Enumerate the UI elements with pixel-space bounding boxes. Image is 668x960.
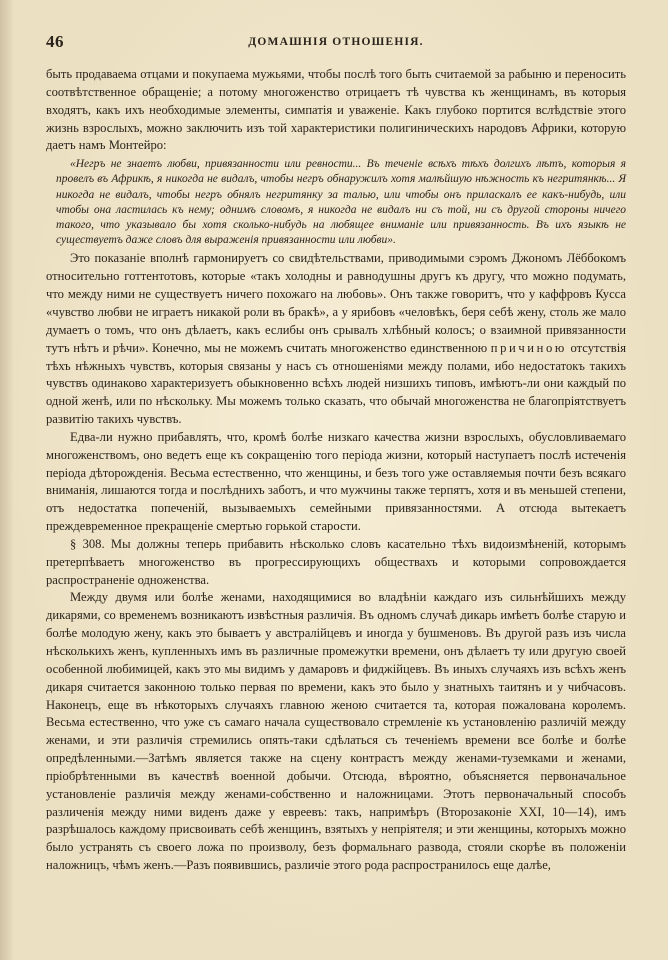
- page-header: [46, 32, 626, 54]
- paragraph-1: быть продаваема отцами и покупаема мужьями, чтобы послѣ того быть считаемой за рабыню и переносить соотвѣтственное обращеніе; а потому многоженство отрицаетъ тѣ чувства къ женщинамъ, въ которыя входятъ, какъ ихъ необходимые элементы, симпатія и уваженіе. Какъ глубоко портится вслѣдствіе этого жизнь взрослыхъ, можно заключить изъ той характеристики полигиническихъ народовъ Африки, которую даетъ намъ Монтейро:: [46, 67, 626, 153]
- emphasized-word: причиною: [490, 340, 567, 355]
- block-quote: [46, 157, 626, 248]
- paragraph-5: Между двумя или болѣе женами, находящимися во владѣніи каждаго изъ сильнѣйшихъ между дикарями, со временемъ возникаютъ извѣстныя различія. Въ одномъ случаѣ дикарь имѣетъ болѣе старую и болѣе молодую жену, какъ это бываетъ у австралійцевъ и иногда у бушменовъ. Въ другой разъ изъ числа нѣсколькихъ женъ, купленныхъ имъ въ различные промежутки времени, онъ дѣлаетъ ту или другую своей особенной любимицей, какъ это мы видимъ у дамаровъ и фиджійцевъ. Въ иныхъ случаяхъ изъ всѣхъ женъ дикаря считается законною только первая по времени, какъ это было у знатныхъ таитянъ и у чибчасовъ. Наконецъ, еще въ нѣкоторыхъ случаяхъ главною женою считается та, которая пожалована королемъ. Весьма естественно, что уже съ самаго начала существовало стремленіе къ установленію различій между женами, и эти различія стремились опять-таки сдѣлаться съ теченіемъ времени все болѣе и болѣе опредѣленными.—Затѣмъ является также на сцену контрастъ между женами-туземками и женами, пріобрѣтенными въ качествѣ военной добычи. Отсюда, вѣроятно, объясняется первоначальное установленіе различія между женами-собственно и наложницами. Этотъ первоначальный способъ различенія между ними виденъ даже у евреевъ: такъ, напримѣръ (Второзаконіе XXI, 10—14), имъ разрѣшалось каждому присвоивать себѣ женщинъ, взятыхъ у непріятеля; и эти женщины, которыхъ можно было устранять съ своего ложа по произволу, безъ формальнаго развода, стояли скорѣе въ положеніи наложницъ, чѣмъ женъ.—Разъ появившись, различіе этого рода распространилось еще далѣе,: [46, 590, 626, 873]
- running-title: ДОМАШНІЯ ОТНОШЕНІЯ.: [248, 36, 424, 48]
- paragraph-2: [46, 250, 626, 428]
- page-gutter-shadow: [0, 0, 14, 960]
- body-text: [46, 66, 626, 875]
- paragraph-3: Едва-ли нужно прибавлять, что, кромѣ болѣе низкаго качества жизни взрослыхъ, обусловливаемаго многоженствомъ, оно ведетъ еще къ сокращенію того періода жизни, который наступаетъ послѣ истеченія періода дѣторожденія. Весьма естественно, что женщины, и безъ того уже оставляемыя почти безъ всякаго вниманія, лишаются тогда и послѣднихъ заботъ, и что мужчины также терпятъ, хотя и въ меньшей степени, отъ недостатка попеченій, вызываемыхъ семейными привязанностями. А отсюда вытекаетъ преждевременное прекращеніе смертью горькой старости.: [46, 429, 626, 534]
- paragraph-2-part-1: Это показаніе вполнѣ гармонируетъ со свидѣтельствами, приводимыми сэромъ Джономъ Лёббокомъ относительно готтентотовъ, которые «такъ холодны и равнодушны другъ къ другу, что можно подумать, что между ними не существуетъ ничего похожаго на любовь». Онъ также говоритъ, что у каффровъ Кусса «чувство любви не играетъ никакой роли въ бракѣ», а у ярибовъ «человѣкъ, беря себѣ жену, столь же мало думаетъ о томъ, что онъ дѣлаетъ, какъ еслибы онъ срывалъ хлѣбный колосъ; о взаимной привязанности тутъ нѣтъ и рѣчи». Конечно, мы не можемъ считать многоженство единственною: [46, 251, 626, 355]
- quote-text: «Негръ не знаетъ любви, привязанности или ревности... Въ теченіе всѣхъ тѣхъ долгихъ лѣтъ, которыя я провелъ въ Африкѣ, я никогда не видалъ, чтобы негръ обнаружилъ хотя малѣйшую нѣжность къ негритянкѣ... Я никогда не видалъ, чтобы негръ обнялъ негритянку за талью, или чтобы онъ приласкалъ ее какъ-нибудь, или чтобы она ластилась къ нему; однимъ словомъ, я никогда не видалъ ни съ той, ни съ другой стороны ничего такого, что указывало бы хотя сколько-нибудь на любящее вниманіе или привязанность. Въ ихъ языкѣ не существуетъ даже словъ для выраженія привязанности или любви».: [56, 158, 626, 247]
- paragraph-2-part-2: отсутствія тѣхъ нѣжныхъ чувствъ, которыя связаны у насъ съ отношеніями между полами, ибо недостатокъ такихъ чувствъ одинаково характеризуетъ обыкновенно всѣхъ людей низшихъ типовъ, имѣютъ-ли они каждый по одной женѣ, или по нѣскольку. Мы можемъ только сказать, что обычай многоженства не благопріятствуетъ развитію такихъ чувствъ.: [46, 340, 626, 427]
- section-308-paragraph: § 308. Мы должны теперь прибавить нѣсколько словъ касательно тѣхъ видоизмѣненій, которымъ претерпѣваетъ многоженство въ прогрессирующихъ обществахъ и которыми сопровождается распространеніе одноженства.: [46, 536, 626, 587]
- page-number: 46: [46, 32, 64, 51]
